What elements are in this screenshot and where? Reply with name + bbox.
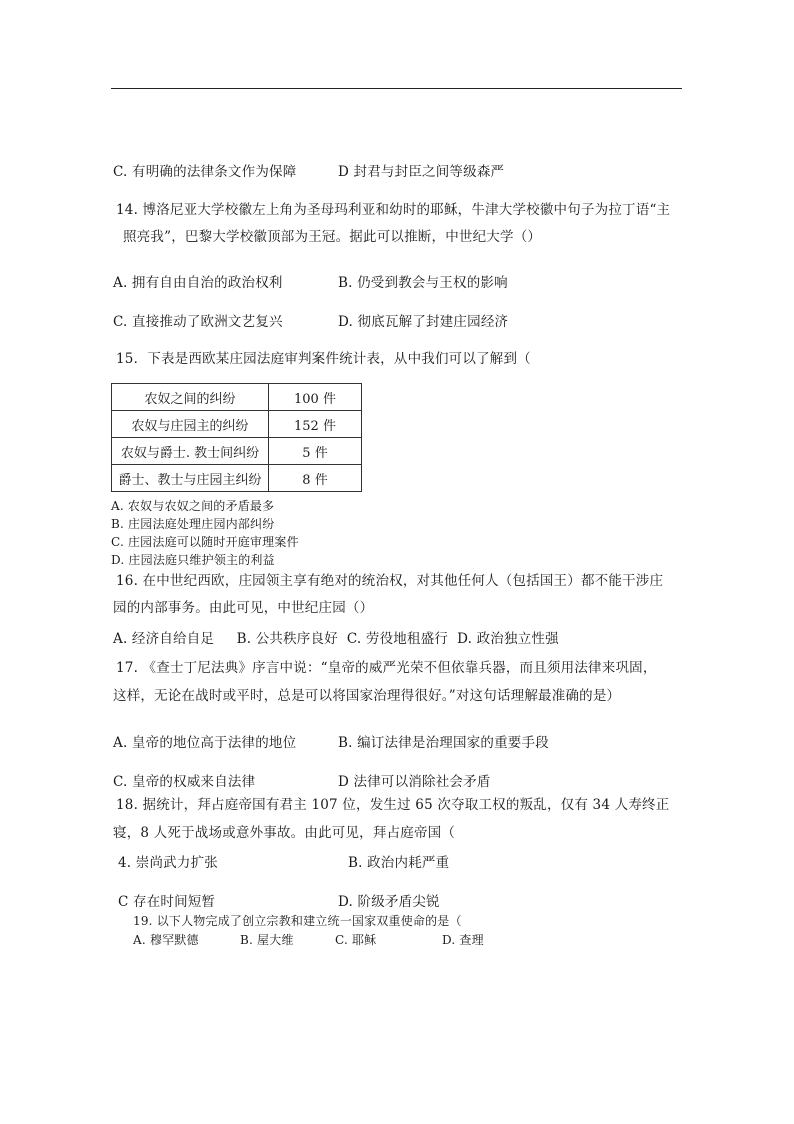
q18-option-c: C 存在时间短暂 (118, 894, 216, 910)
table-cell-type: 农奴之间的纠纷 (112, 384, 269, 411)
q19-option-c: C. 耶稣 (335, 933, 377, 947)
table-cell-count: 8 件 (269, 465, 362, 492)
table-row (112, 465, 362, 492)
q14-option-d: D. 彻底瓦解了封建庄园经济 (338, 314, 509, 330)
header-rule (111, 88, 682, 89)
q19-option-b: B. 屋大维 (240, 933, 294, 947)
q16-stem-line2: 园的内部事务。由此可见，中世纪庄园（） (113, 600, 374, 616)
q15-stem: 15．下表是西欧某庄园法庭审判案件统计表，从中我们可以了解到（ (116, 351, 531, 367)
q18-option-d: D. 阶级矛盾尖锐 (338, 894, 440, 910)
q19-option-a: A. 穆罕默德 (133, 933, 199, 947)
table-cell-type: 爵士、教士与庄园主纠纷 (112, 465, 269, 492)
q13-option-c: C. 有明确的法律条文作为保障 (113, 164, 297, 180)
table-cell-count: 5 件 (269, 438, 362, 465)
table-cell-type: 农奴与爵士. 教士间纠纷 (112, 438, 269, 465)
q18-stem-line2: 寝，8 人死于战场或意外事故。由此可见，拜占庭帝国（ (113, 825, 456, 841)
q19-stem: 19. 以下人物完成了创立宗教和建立统一国家双重使命的是（ (133, 914, 462, 928)
q17-option-b: B. 编订法律是治理国家的重要手段 (338, 735, 549, 751)
q17-option-d: D 法律可以消除社会矛盾 (338, 774, 491, 790)
table-cell-type: 农奴与庄园主的纠纷 (112, 411, 269, 438)
q16-options: A. 经济自给自足 B. 公共秩序良好 C. 劳役地租盛行 D. 政治独立性强 (113, 631, 559, 647)
q15-option-d: D. 庄园法庭只维护领主的利益 (111, 553, 275, 567)
table-cell-count: 152 件 (269, 411, 362, 438)
q17-stem-line1: 17. 《查士丁尼法典》序言中说：“皇帝的威严光荣不但依靠兵器，而且须用法律来巩固， (116, 660, 657, 676)
q14-stem-line2: 照亮我”，巴黎大学校徽顶部为王冠。据此可以推断，中世纪大学（） (123, 229, 542, 245)
table-row (112, 384, 362, 411)
q15-option-a: A. 农奴与农奴之间的矛盾最多 (111, 499, 275, 513)
table-cell-count: 100 件 (269, 384, 362, 411)
q18-option-a: 4. 崇尚武力扩张 (118, 855, 218, 871)
q17-option-c: C. 皇帝的权威来自法律 (113, 774, 256, 790)
table-row (112, 411, 362, 438)
q16-stem-line1: 16. 在中世纪西欧，庄园领主享有绝对的统治权，对其他任何人（包括国王）都不能干涉庄 (116, 573, 664, 589)
q19-option-d: D. 查理 (442, 933, 484, 947)
q18-option-b: B. 政治内耗严重 (348, 855, 450, 871)
q15-option-b: B. 庄园法庭处理庄园内部纠纷 (111, 517, 275, 531)
q14-stem-line1: 14. 博洛尼亚大学校徽左上角为圣母玛利亚和幼时的耶稣，牛津大学校徽中句子为拉丁语“主 (116, 202, 671, 218)
q18-stem-line1: 18. 据统计，拜占庭帝国有君主 107 位，发生过 65 次夺取工权的叛乱，仅有 34 人寿终正 (116, 797, 670, 813)
q17-stem-line2: 这样，无论在战时或平时，总是可以将国家治理得很好。”对这句话理解最准确的是） (113, 688, 621, 704)
table-row (112, 438, 362, 465)
case-statistics-table (111, 383, 362, 492)
q14-option-b: B. 仍受到教会与王权的影响 (338, 275, 508, 291)
q14-option-c: C. 直接推动了欧洲文艺复兴 (113, 314, 283, 330)
q17-option-a: A. 皇帝的地位高于法律的地位 (113, 735, 297, 751)
q13-option-d: D 封君与封臣之间等级森严 (338, 164, 505, 180)
q15-option-c: C. 庄园法庭可以随时开庭审理案件 (111, 535, 299, 549)
q14-option-a: A. 拥有自由自治的政治权利 (113, 275, 283, 291)
